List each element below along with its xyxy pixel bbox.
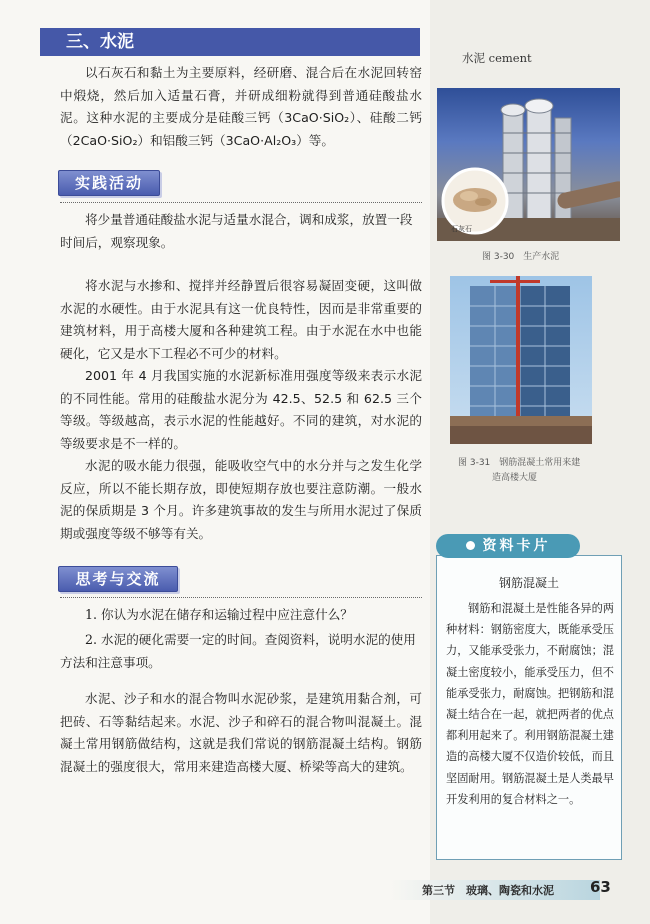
info-card-title: 钢筋混凝土 (498, 576, 559, 590)
question-2: 2. 水泥的硬化需要一定的时间。查阅资料，说明水泥的使用方法和注意事项。 (60, 632, 416, 670)
cement-label: 水泥 cement (462, 51, 532, 65)
info-card-body (446, 598, 614, 810)
figure-3-30-caption: 图 3-30 生产水泥 (482, 252, 560, 262)
activity-text-block (60, 208, 422, 254)
info-card-label (436, 534, 580, 558)
discussion-divider (60, 597, 422, 598)
activity-text: 将少量普通硅酸盐水泥与适量水混合，调和成浆，放置一段时间后，观察现象。 (60, 212, 413, 250)
paragraph-storage: 水泥的吸水能力很强，能吸收空气中的水分并与之发生化学反应，所以不能长期存放，即使短期存放也要注意防潮。一般水泥的保质期是 3 个月。许多建筑事故的发生与所用水泥过了保质期或强度等级不够等有关。 (60, 458, 422, 541)
intro-text (60, 62, 422, 152)
section-heading: 三、水泥 (40, 28, 420, 56)
closing-paragraph: 水泥、沙子和水的混合物叫水泥砂浆，是建筑用黏合剂，可把砖、石等黏结起来。水泥、沙子和碎石的混合物叫混凝土。混凝土常用钢筋做结构，这就是我们常说的钢筋混凝土结构。钢筋混凝土的强度很大，常用来建造高楼大厦、桥梁等高大的建筑。 (60, 691, 422, 774)
intro-paragraph: 以石灰石和黏土为主要原料，经研磨、混合后在水泥回转窑中煅烧，然后加入适量石膏，并研成细粉就得到普通硅酸盐水泥。这种水泥的主要成分是硅酸三钙（3CaO·SiO₂）、硅酸二钙（2CaO·SiO₂）和铝酸三钙（3CaO·Al₂O₃）等。 (60, 65, 422, 148)
cement-plant-photo (437, 88, 620, 241)
bullet-dot-icon (466, 541, 475, 550)
info-card-text: 钢筋和混凝土是性能各异的两种材料：钢筋密度大，既能承受压力，又能承受张力，不耐腐蚀；混凝土密度较小，能承受压力，但不能承受张力，耐腐蚀。把钢筋和混凝土结合在一起，就把两者的优点都利用起来了。利用钢筋混凝土建造的高楼大厦不仅造价较低，而且坚固耐用。钢筋混凝土是人类最早开发利用的复合材料之一。 (446, 602, 614, 806)
info-card-label-text: 资料卡片 (482, 538, 551, 554)
limestone-inset-label: 石灰石 (451, 225, 472, 233)
footer-section-title: 第三节 玻璃、陶瓷和水泥 (422, 884, 554, 897)
figure-3-31-caption-line-1: 图 3-31 钢筋混凝土常用来建 (458, 458, 581, 468)
paragraph-strength-grades: 2001 年 4 月我国实施的水泥新标准用强度等级来表示水泥的不同性能。常用的硅酸盐水泥分为 42.5、52.5 和 62.5 三个等级。等级越高，表示水泥的性能越好。不同的建筑，对水泥的等级要求是不一样的。 (60, 368, 422, 451)
highrise-building-illustration (450, 276, 592, 444)
closing-text (60, 688, 422, 778)
page-number: 63 (590, 878, 611, 896)
paragraph-hydraulicity: 将水泥与水掺和、搅拌并经静置后很容易凝固变硬，这叫做水泥的水硬性。由于水泥具有这一优良特性，因而是非常重要的建筑材料，用于高楼大厦和各种建筑工程。由于水泥在水中也能硬化，它又是水下工程必不可少的材料。 (60, 278, 422, 361)
highrise-building-photo (450, 276, 592, 444)
main-text (60, 275, 422, 545)
discussion-questions (60, 603, 422, 674)
discussion-label: 思考与交流 (58, 566, 178, 592)
activity-divider (60, 202, 422, 203)
question-1: 1. 你认为水泥在储存和运输过程中应注意什么？ (85, 607, 353, 622)
figure-3-31-caption-line-2: 造高楼大厦 (492, 473, 538, 483)
cement-plant-illustration (437, 88, 620, 241)
activity-label: 实践活动 (58, 170, 160, 196)
